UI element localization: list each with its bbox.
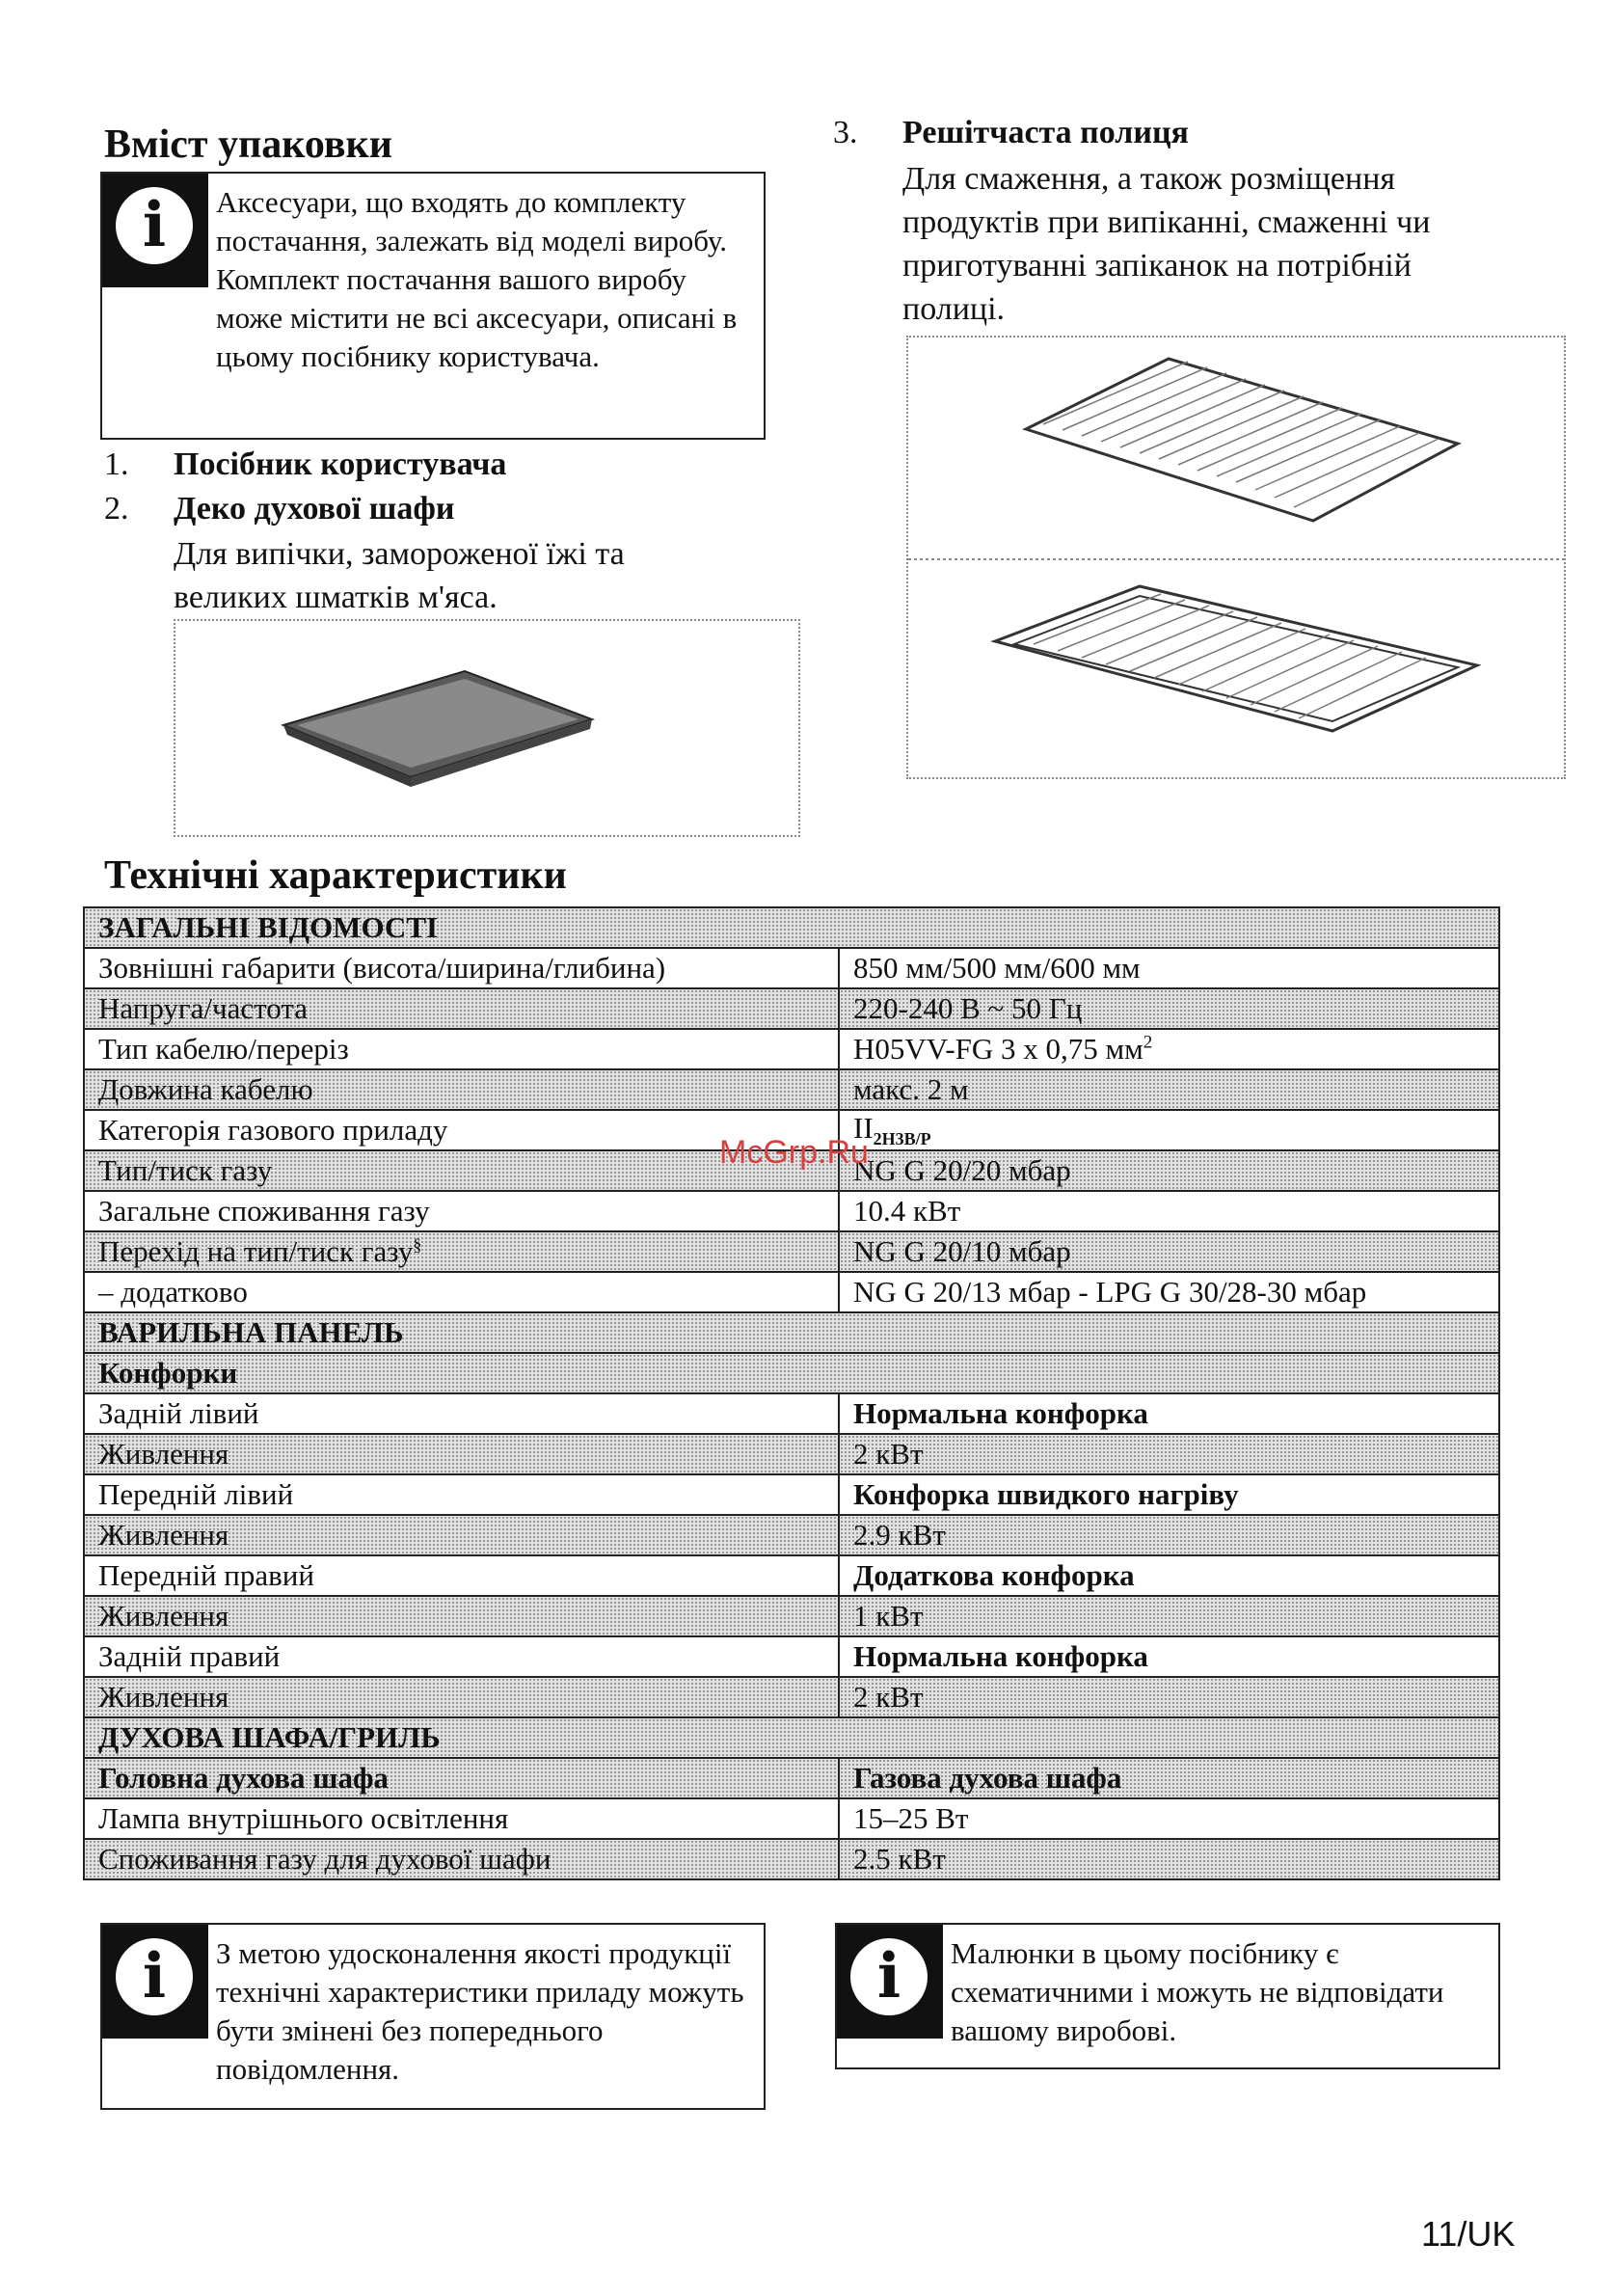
table-row: Зовнішні габарити (висота/ширина/глибина) 850 мм/500 мм/600 мм — [84, 948, 1499, 988]
contents-title: Вміст упаковки — [104, 122, 392, 167]
accessories-info-box — [100, 172, 766, 440]
info-icon: i — [837, 1925, 943, 2039]
specs-change-info-box — [100, 1923, 766, 2110]
table-row: Живлення 2.9 кВт — [84, 1515, 1499, 1555]
watermark: McGrp.Ru — [719, 1134, 869, 1171]
item-description: Для випічки, замороженої їжі та великих шматків м'яса. — [174, 536, 625, 615]
section-header-hob: ВАРИЛЬНА ПАНЕЛЬ — [84, 1312, 1499, 1353]
table-row: Тип/тиск газу NG G 20/20 мбар — [84, 1150, 1499, 1191]
info-icon: i — [102, 174, 208, 287]
section-header-oven: ДУХОВА ШАФА/ГРИЛЬ — [84, 1717, 1499, 1758]
baking-tray-illustration — [174, 619, 800, 837]
table-row: Живлення 2 кВт — [84, 1434, 1499, 1474]
table-row: Живлення 2 кВт — [84, 1677, 1499, 1717]
table-row: Споживання газу для духової шафи 2.5 кВт — [84, 1839, 1499, 1879]
item-label: Деко духової шафи — [174, 491, 455, 527]
table-row: – додатково NG G 20/13 мбар - LPG G 30/28-30 мбар — [84, 1272, 1499, 1312]
info-icon: i — [102, 1925, 208, 2039]
table-row: Живлення 1 кВт — [84, 1596, 1499, 1636]
table-row: Довжина кабелю макс. 2 м — [84, 1069, 1499, 1110]
table-row: Лампа внутрішнього освітлення 15–25 Вт — [84, 1798, 1499, 1839]
table-row: Перехід на тип/тиск газу§ NG G 20/10 мбар — [84, 1231, 1499, 1272]
table-row: Задній лівий Нормальна конфорка — [84, 1393, 1499, 1434]
item-description: Для смаження, а також розміщення продуктів при випіканні, смаженні чи приготуванні запіканок на потрібній полиці. — [902, 161, 1431, 327]
illustrations-info-text: Малюнки в цьому посібнику є схематичними і можуть не відповідати вашому виробові. — [951, 1936, 1444, 2047]
page-number: 11/UK — [1421, 2214, 1516, 2254]
specifications-table — [83, 906, 1500, 1880]
section-header-general: ЗАГАЛЬНІ ВІДОМОСТІ — [84, 907, 1499, 948]
item-label: Посібник користувача — [174, 446, 507, 482]
table-row: Тип кабелю/переріз H05VV-FG 3 x 0,75 $мм^2$ — [84, 1029, 1499, 1069]
wire-rack-illustration — [906, 336, 1566, 779]
table-row: Передній лівий Конфорка швидкого нагріву — [84, 1474, 1499, 1515]
illustrations-info-box — [835, 1923, 1500, 2069]
table-row: Головна духова шафа Газова духова шафа — [84, 1758, 1499, 1798]
table-row: Категорія газового приладу $II_{2H3B/P}$ — [84, 1110, 1499, 1150]
table-row: Задній правий Нормальна конфорка — [84, 1636, 1499, 1677]
specs-title: Технічні характеристики — [104, 853, 567, 898]
table-row: Напруга/частота 220-240 В ~ 50 Гц — [84, 988, 1499, 1029]
specs-change-info-text: З метою удосконалення якості продукції технічні характеристики приладу можуть бути змінені без попереднього повідомлення. — [216, 1936, 744, 2086]
table-row: Передній правий Додаткова конфорка — [84, 1555, 1499, 1596]
item-label: Решітчаста полиця — [902, 115, 1189, 150]
table-row: Загальне споживання газу 10.4 кВт — [84, 1191, 1499, 1231]
section-header-burners: Конфорки — [84, 1353, 1499, 1393]
accessories-info-text: Аксесуари, що входять до комплекту постачання, залежать від моделі виробу. Комплект постачання вашого виробу може містити не всі аксесуари, описані в цьому посібнику користувача. — [216, 185, 738, 373]
